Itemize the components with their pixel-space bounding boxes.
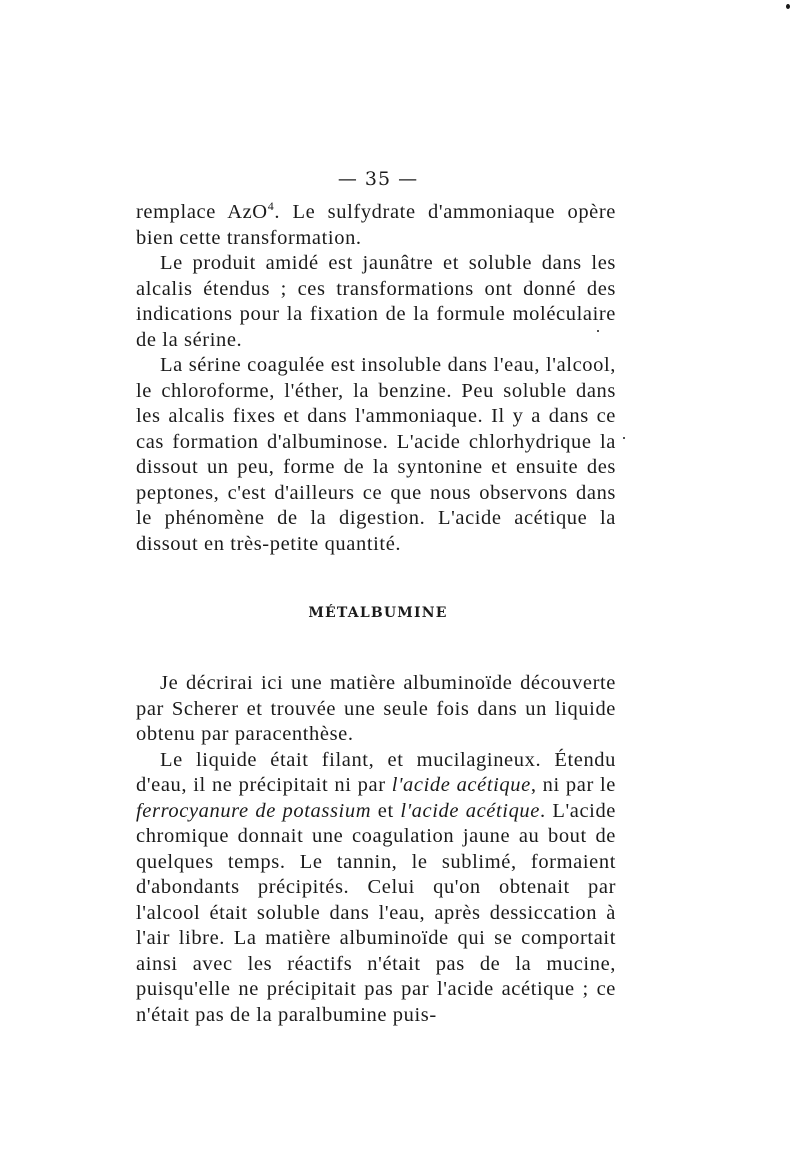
text-run: remplace AzO xyxy=(136,201,268,223)
paragraph xyxy=(136,671,616,748)
text-run: . Le sulfydrate d'ammoniaque opère bien cette transformation. xyxy=(136,201,617,249)
text-run: La sérine coagulée est insoluble dans l'eau, l'alcool, le chloroforme, l'éther, la benzine. Peu soluble dans les alcalis fixes et dans l'ammoniaque. Il y a dans ce cas formation d'albuminose. L'acide chlorhydrique la dissout un peu, forme de la syntonine et ensuite des peptones, c'est d'ailleurs ce que nous observons dans le phénomène de la digestion. L'acide acétique la dissout en très-petite quantité. xyxy=(136,354,616,555)
scan-speck xyxy=(786,4,790,9)
text-block-top xyxy=(136,200,616,557)
text-run: Le produit amidé est jaunâtre et soluble dans les alcalis étendus ; ces transformations ont donné des indications pour la fixation de la formule moléculaire de la sérine. xyxy=(136,252,616,351)
text-run: . L'acide chromique donnait une coagulation jaune au bout de quelques temps. Le tannin, le sublimé, formaient d'abondants précipités. Celui qu'on obtenait par l'alcool était soluble dans l'eau, après dessiccation à l'air libre. La matière albuminoïde qui se comportait ainsi avec les réactifs n'était pas de la mucine, puisqu'elle ne précipitait pas par l'acide acétique ; ce n'était pas de la paralbumine puis- xyxy=(136,799,616,1026)
superscript: 4 xyxy=(267,199,275,213)
section-heading: MÉTALBUMINE xyxy=(308,605,448,621)
italic-text: l'acide acétique xyxy=(391,774,531,796)
text-run: , ni par le xyxy=(530,774,616,796)
paragraph xyxy=(136,353,616,557)
text-block-bottom xyxy=(136,671,616,1028)
italic-text: l'acide acétique xyxy=(400,799,540,822)
paragraph xyxy=(136,200,616,251)
text-run: Je décrirai ici une matière albuminoïde découverte par Scherer et trouvée une seule fois dans un liquide obtenu par paracenthèse. xyxy=(136,672,616,745)
paragraph xyxy=(136,251,616,353)
italic-text: ferrocyanure de potassium xyxy=(136,799,372,822)
text-run: et xyxy=(371,799,401,822)
page-number: — 35 — xyxy=(337,168,419,190)
scan-speck xyxy=(623,437,625,439)
paragraph xyxy=(136,748,616,1029)
text-run: Le liquide était filant, et mucilagineux. Étendu d'eau, il ne précipitait ni par xyxy=(136,748,616,796)
